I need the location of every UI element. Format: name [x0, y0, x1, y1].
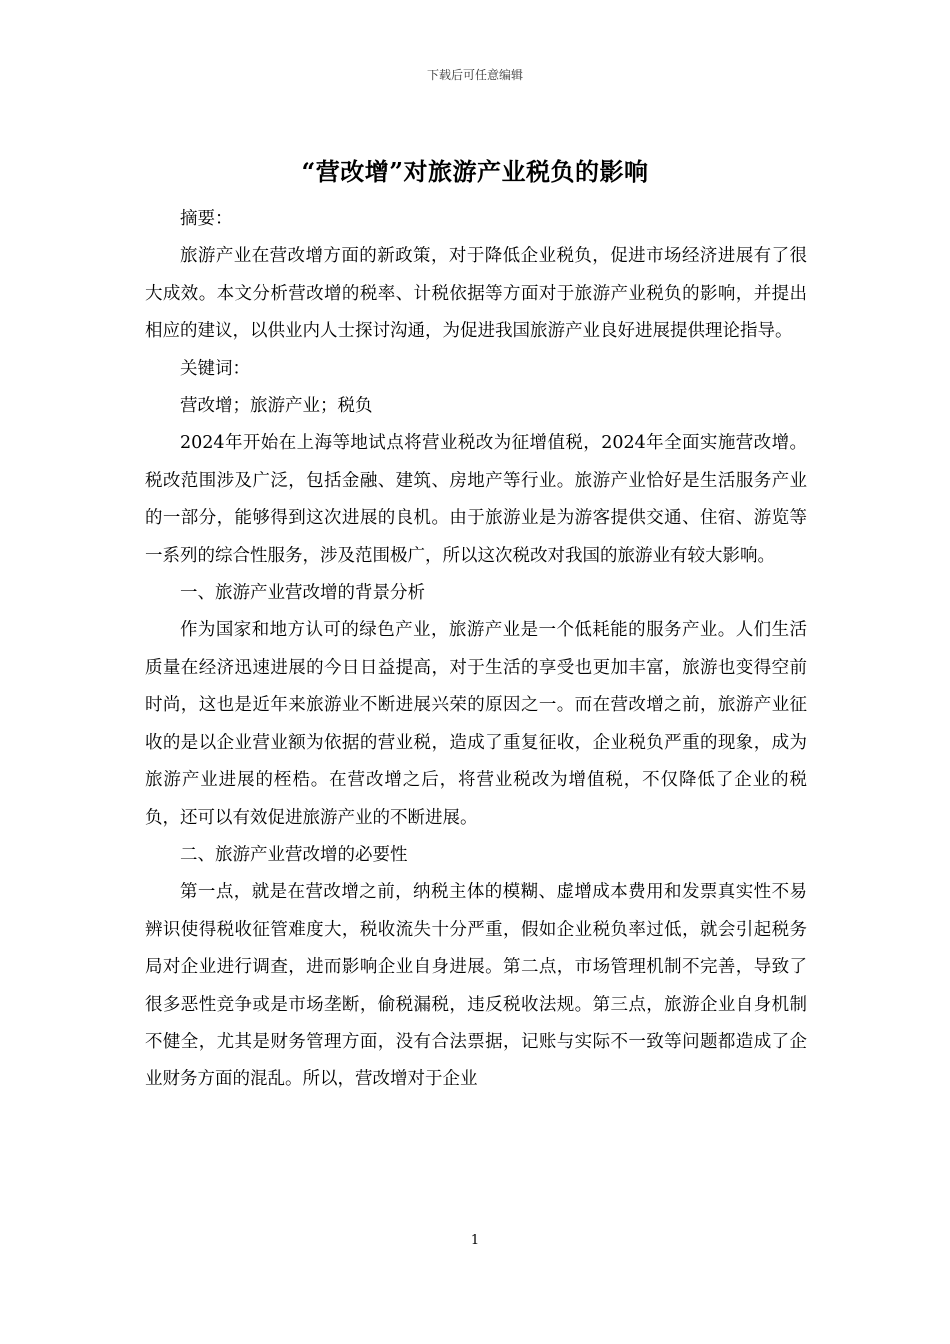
- abstract-text: 旅游产业在营改增方面的新政策，对于降低企业税负，促进市场经济进展有了很大成效。本文分析营改增的税率、计税依据等方面对于旅游产业税负的影响，并提出相应的建议，以供业内人士探讨沟通，为促进我国旅游产业良好进展提供理论指导。: [145, 246, 807, 342]
- section2-heading: 二、旅游产业营改增的必要性: [180, 844, 408, 865]
- page-number: 1: [470, 1233, 480, 1248]
- section1-paragraph: 作为国家和地方认可的绿色产业，旅游产业是一个低耗能的服务产业。人们生活质量在经济迅速进展的今日日益提高，对于生活的享受也更加丰富，旅游也变得空前时尚，这也是近年来旅游业不断进展兴荣的原因之一。而在营改增之前，旅游产业征收的是以企业营业额为依据的营业税，造成了重复征收，企业税负严重的现象，成为旅游产业进展的桎梏。在营改增之后，将营业税改为增值税，不仅降低了企业的税负，还可以有效促进旅游产业的不断进展。: [145, 620, 807, 828]
- keywords-text: 营改增；旅游产业；税负: [180, 396, 373, 417]
- keywords-label: 关键词：: [180, 358, 250, 379]
- section2-paragraph: 第一点，就是在营改增之前，纳税主体的模糊、虚增成本费用和发票真实性不易辨识使得税收征管难度大，税收流失十分严重，假如企业税负率过低，就会引起税务局对企业进行调查，进而影响企业自身进展。第二点，市场管理机制不完善，导致了很多恶性竞争或是市场垄断，偷税漏税，违反税收法规。第三点，旅游企业自身机制不健全，尤其是财务管理方面，没有合法票据，记账与实际不一致等问题都造成了企业财务方面的混乱。所以，营改增对于企业: [145, 882, 807, 1090]
- header-note: 下载后可任意编辑: [426, 68, 523, 82]
- abstract-label: 摘要：: [180, 209, 233, 229]
- intro-paragraph: 2024年开始在上海等地试点将营业税改为征增值税，2024年全面实施营改增。税改范围涉及广泛，包括金融、建筑、房地产等行业。旅游产业恰好是生活服务产业的一部分，能够得到这次进展的良机。由于旅游业是为游客提供交通、住宿、游览等一系列的综合性服务，涉及范围极广，所以这次税改对我国的旅游业有较大影响。: [145, 433, 807, 566]
- document-title: “营改增”对旅游产业税负的影响: [301, 157, 649, 186]
- section1-heading: 一、旅游产业营改增的背景分析: [180, 583, 425, 604]
- document-body: [145, 201, 807, 1099]
